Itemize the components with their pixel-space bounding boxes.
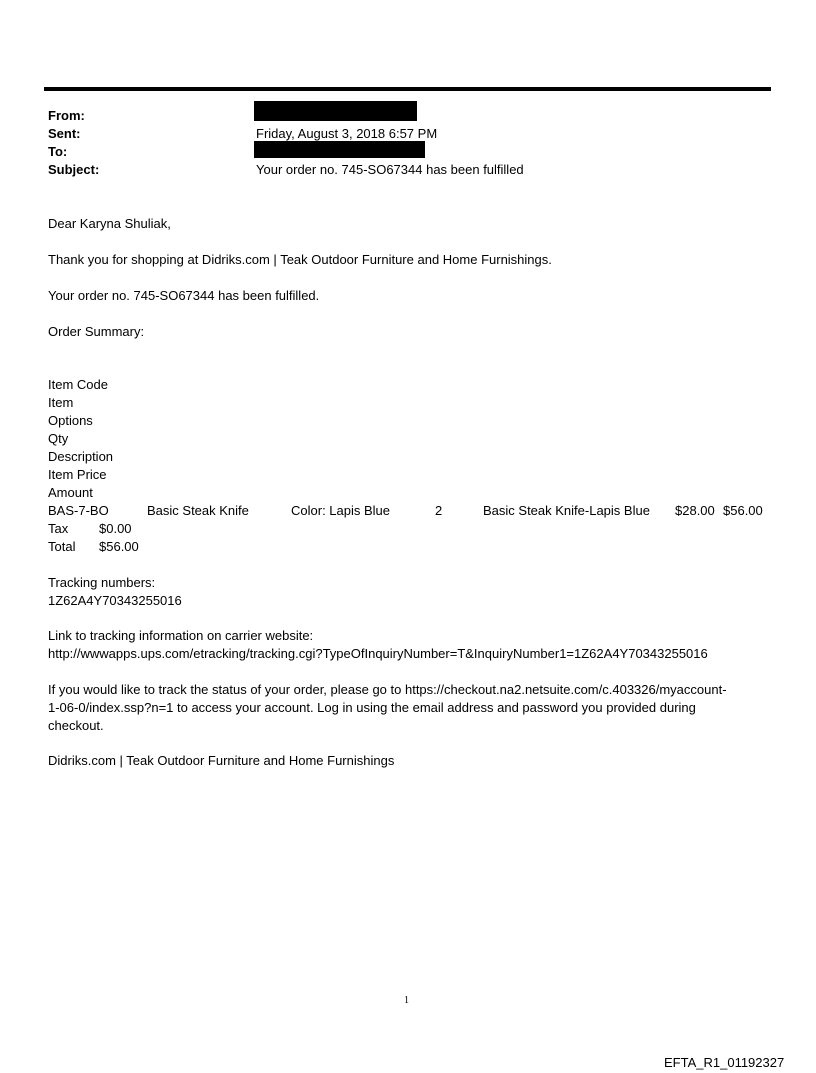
table-header-amount: Amount [48,485,93,500]
header-rule [44,87,771,91]
tracking-link-url[interactable]: http://wwwapps.ups.com/etracking/tracking.cgi?TypeOfInquiryNumber=T&InquiryNumber1=1Z62A4Y70343255016 [48,646,708,661]
table-header-options: Options [48,413,93,428]
table-header-item: Item [48,395,74,410]
signature: Didriks.com | Teak Outdoor Furniture and Home Furnishings [48,753,395,768]
order-summary-label: Order Summary: [48,324,145,339]
to-label: To: [48,144,68,159]
account-instructions-line1: If you would like to track the status of your order, please go to https://checkout.na2.netsuite.com/c.403326/myaccount- [48,682,727,697]
account-instructions-line3: checkout. [48,718,104,733]
table-header-item-code: Item Code [48,377,108,392]
total-value: $56.00 [99,539,139,554]
item-price: $28.00 [675,503,715,518]
sent-value: Friday, August 3, 2018 6:57 PM [256,126,438,141]
fulfilled-line: Your order no. 745-SO67344 has been fulfilled. [48,288,320,303]
tax-value: $0.00 [99,521,132,536]
table-header-description: Description [48,449,114,464]
document-id: EFTA_R1_01192327 [664,1055,785,1070]
total-label: Total [48,539,76,554]
item-amount: $56.00 [723,503,763,518]
subject-value: Your order no. 745-SO67344 has been fulfilled [256,162,524,177]
tracking-link-label: Link to tracking information on carrier website: [48,628,314,643]
from-label: From: [48,108,85,123]
thanks-line: Thank you for shopping at Didriks.com | Teak Outdoor Furniture and Home Furnishings. [48,252,552,267]
account-instructions-line2: 1-06-0/index.ssp?n=1 to access your account. Log in using the email address and password you provided during [48,700,696,715]
item-code: BAS-7-BO [48,503,109,518]
item-name: Basic Steak Knife [147,503,249,518]
page-number: 1 [404,995,409,1006]
tracking-label: Tracking numbers: [48,575,156,590]
subject-label: Subject: [48,162,100,177]
table-header-item-price: Item Price [48,467,107,482]
redacted-from [254,101,417,121]
tracking-number: 1Z62A4Y70343255016 [48,593,182,608]
sent-label: Sent: [48,126,81,141]
greeting: Dear Karyna Shuliak, [48,216,171,231]
item-options: Color: Lapis Blue [291,503,390,518]
redacted-to [254,141,425,158]
item-description: Basic Steak Knife-Lapis Blue [483,503,650,518]
tax-label: Tax [48,521,69,536]
item-qty: 2 [435,503,443,518]
table-header-qty: Qty [48,431,69,446]
